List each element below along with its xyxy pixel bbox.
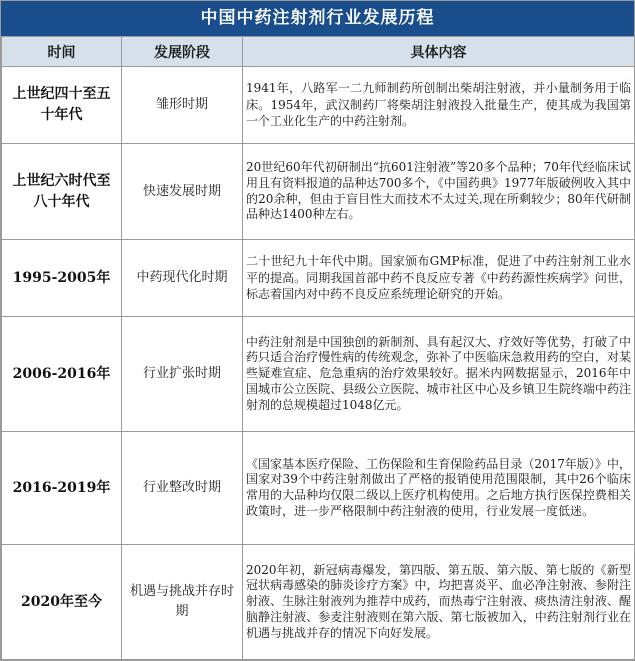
- row-phase: 行业整改时期: [122, 432, 243, 545]
- row-time: 2020年至今: [2, 545, 122, 660]
- table-row: [2, 67, 635, 144]
- row-phase: 行业扩张时期: [122, 317, 243, 432]
- header-time: 时间: [2, 37, 122, 67]
- header-content: 具体内容: [243, 37, 635, 67]
- row-content: 中药注射剂是中国独创的新制剂、具有起汉大、疗效好等优势，打破了中药只适合治疗慢性病的传统观念，弥补了中医临床急救用药的空白，对某些疑难宣症、危急重病的治疗效果较好。据米内网数据显示，2016年中国城市公立医院、县级公立医院、城市社区中心及乡镇卫生院终端中药注射剂的总规模超过1048亿元。: [243, 317, 635, 432]
- row-phase: 中药现代化时期: [122, 240, 243, 317]
- table-row: [2, 144, 635, 240]
- row-phase: 雏形时期: [122, 67, 243, 144]
- history-table: [1, 36, 635, 660]
- header-row: [2, 37, 635, 67]
- row-time: 上世纪四十至五十年代: [2, 67, 122, 144]
- table-row: [2, 317, 635, 432]
- row-time: 1995-2005年: [2, 240, 122, 317]
- row-content: 2020年初，新冠病毒爆发，第四版、第五版、第六版、第七版的《新型冠状病毒感染的肺炎诊疗方案》中，均把喜炎平、血必净注射液、参附注射液、生脉注射液列为推荐中成药，而热毒宁注射液、痰热清注射液、醒脑静注射液、参麦注射液则在第六版、第七版被加入，中药注射剂行业在机遇与挑战并存的情况下向好发展。: [243, 545, 635, 660]
- table-title: 中国中药注射剂行业发展历程: [1, 1, 634, 36]
- row-content: 1941年，八路军一二九师制药所创制出柴胡注射液，并小量制务用于临床。1954年，武汉制药厂将柴胡注射液投入批量生产，使其成为我国第一个工业化生产的中药注射剂。: [243, 67, 635, 144]
- row-time: 2006-2016年: [2, 317, 122, 432]
- row-time: 上世纪六时代至八十年代: [2, 144, 122, 240]
- table-row: [2, 545, 635, 660]
- table-row: [2, 432, 635, 545]
- row-phase: 快速发展时期: [122, 144, 243, 240]
- row-content: 《国家基本医疗保险、工伤保险和生育保险药品目录（2017年版）》中，国家对39个中药注射剂做出了严格的报销使用范围限制，其中26个临床常用的大品种均仅限二级以上医疗机构使用。之后地方执行医保控费相关政策时，进一步严格限制中药注射液的使用，行业发展一度低迷。: [243, 432, 635, 545]
- row-time: 2016-2019年: [2, 432, 122, 545]
- row-phase: 机遇与挑战并存时期: [122, 545, 243, 660]
- row-content: 二十世纪九十年代中期。国家颁布GMP标准，促进了中药注射剂工业水平的提高。同期我国首部中药不良反应专著《中药药源性疾病学》问世，标志着国内对中药不良反应系统理论研究的开始。: [243, 240, 635, 317]
- header-phase: 发展阶段: [122, 37, 243, 67]
- table-row: [2, 240, 635, 317]
- row-content: 20世纪60年代初研制出“抗601注射液”等20多个品种；70年代经临床试用且有资料报道的品种达700多个，《中国药典》1977年版破例收入其中的20余种，但由于盲目性大而技术不太过关,现在所剩较少；80年代研制品种达1400种左右。: [243, 144, 635, 240]
